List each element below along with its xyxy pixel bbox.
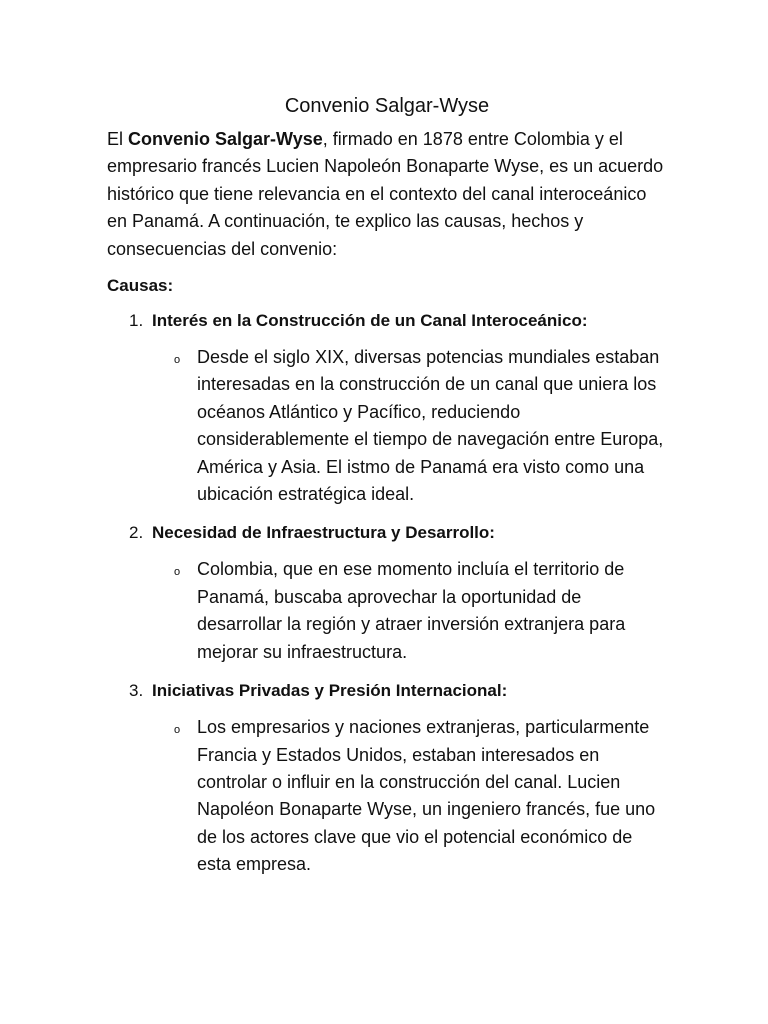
cause-heading-2	[107, 519, 667, 546]
cause-number-3: 3.	[129, 681, 144, 701]
bullet-1: o	[174, 354, 181, 367]
cause-detail-text-2: Colombia, que en ese momento incluía el territorio de Panamá, buscaba aprovechar la oportunidad de desarrollar la región y atraer inversión extranjera para mejorar su infraestructura.	[197, 559, 626, 662]
cause-detail-3	[107, 714, 667, 878]
cause-detail-2	[107, 556, 667, 666]
cause-detail-1	[107, 344, 667, 508]
causes-heading: Causas:	[107, 276, 174, 296]
document-page	[107, 92, 667, 890]
cause-item-3	[107, 677, 667, 878]
intro-paragraph	[107, 126, 667, 263]
cause-heading-text-2: Necesidad de Infraestructura y Desarrollo:	[152, 523, 495, 543]
cause-heading-1	[107, 307, 667, 334]
cause-detail-text-1: Desde el siglo XIX, diversas potencias mundiales estaban interesadas en la construcción de un canal que uniera los océanos Atlántico y Pacífico, reduciendo considerablemente el tiempo de navegación entre Europa, América y Asia. El istmo de Panamá era visto como una ubicación estratégica ideal.	[197, 347, 664, 505]
intro-bold-term: Convenio Salgar-Wyse	[128, 129, 323, 149]
cause-heading-text-3: Iniciativas Privadas y Presión Internacional:	[152, 681, 508, 701]
intro-prefix: El	[107, 129, 129, 149]
cause-heading-3	[107, 677, 667, 704]
bullet-3: o	[174, 724, 181, 737]
document-title: Convenio Salgar-Wyse	[284, 95, 490, 117]
bullet-2: o	[174, 566, 181, 579]
cause-detail-text-3: Los empresarios y naciones extranjeras, particularmente Francia y Estados Unidos, estaban interesados en controlar o influir en la construcción del canal. Lucien Napoléon Bonaparte Wyse, un ingeniero francés, fue uno de los actores clave que vio el potencial económico de esta empresa.	[197, 717, 656, 875]
causes-list	[107, 307, 667, 879]
cause-number-1: 1.	[129, 311, 144, 331]
cause-heading-text-1: Interés en la Construcción de un Canal Interoceánico:	[152, 311, 588, 331]
cause-number-2: 2.	[129, 523, 144, 543]
cause-item-1	[107, 307, 667, 508]
intro-text: , firmado en 1878 entre Colombia y el empresario francés Lucien Napoleón Bonaparte Wyse, es un acuerdo histórico que tiene relevancia en el contexto del canal interoceánico en Panamá. A continuación, te explico las causas, hechos y consecuencias del convenio:	[107, 129, 664, 259]
cause-item-2	[107, 519, 667, 666]
